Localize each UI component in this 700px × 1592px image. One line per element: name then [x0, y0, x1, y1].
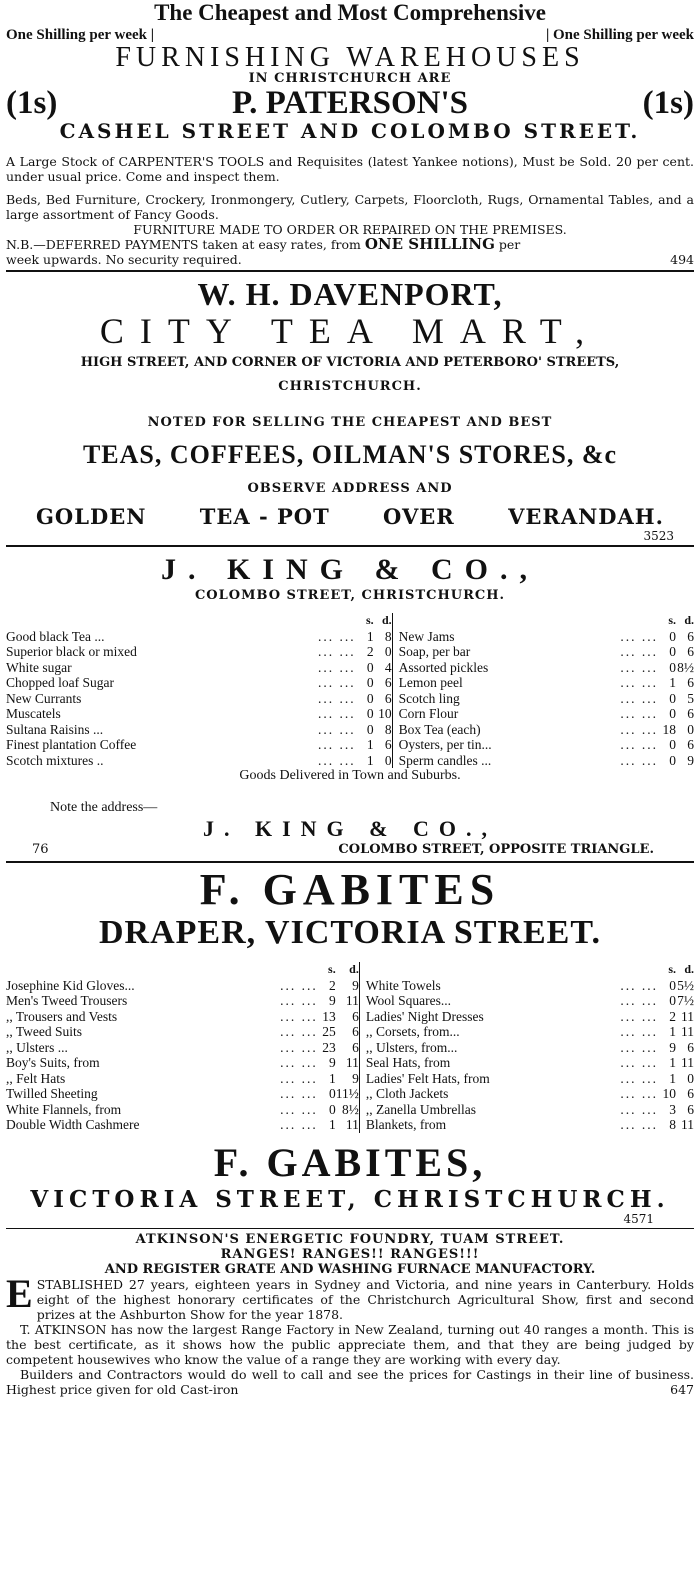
leader-dots: ... ... [280, 1055, 318, 1070]
davenport-sign-word: OVER [383, 504, 455, 529]
paterson-subtitle: IN CHRISTCHURCH ARE [248, 71, 452, 86]
price-pence: 5½ [677, 977, 694, 993]
atkinson-para1: STABLISHED 27 years, eighteen years in Sydney and Victoria, and nine years in Canterbury. Holds eight of the highest honorary certificates of the Christchurch Agricultural Show, first and second prizes at the Ashburton Show for the year 1878. [36, 1276, 694, 1322]
price-pence: 0 [687, 1070, 694, 1086]
spacer [318, 613, 356, 629]
price-pence: 6 [384, 675, 392, 690]
unit-pence: d. [684, 962, 694, 976]
davenport-sign [6, 504, 694, 530]
price-header-row [6, 962, 694, 978]
price-shillings: 25 [322, 1024, 336, 1039]
price-shillings: 0 [669, 737, 676, 752]
spacer [620, 962, 658, 978]
leader-dots: ... ... [318, 721, 356, 737]
davenport-noted: NOTED FOR SELLING THE CHEAPEST AND BEST [147, 415, 553, 430]
price-shillings: 3 [669, 1101, 676, 1117]
leader-dots: ... ... [620, 628, 658, 644]
leader-dots: ... ... [318, 690, 356, 706]
price-shillings: 23 [322, 1039, 336, 1055]
price-pence: 6 [687, 1039, 694, 1055]
price-row [6, 1024, 694, 1040]
item-name: White Flannels, from [6, 1101, 122, 1117]
davenport-advert [6, 276, 694, 542]
price-pence: 8½ [341, 1101, 359, 1117]
price-row [6, 1102, 694, 1118]
item-name: Blankets, from [365, 1117, 447, 1132]
spacer [6, 962, 280, 978]
gabites-trade: DRAPER, VICTORIA STREET. [98, 914, 601, 951]
price-shillings: 1 [669, 1070, 676, 1086]
price-shillings: 1 [366, 737, 374, 752]
price-pence: 5 [687, 690, 694, 706]
leader-dots: ... ... [280, 993, 318, 1008]
price-pence: 6 [687, 737, 694, 752]
price-pence: 6 [352, 1039, 359, 1055]
price-shillings: 1 [328, 1117, 336, 1132]
price-pence: 9 [352, 1070, 359, 1086]
leader-dots: ... ... [318, 706, 356, 721]
item-name: ,, Trousers and Vests [6, 1008, 118, 1024]
leader-dots: ... ... [620, 737, 658, 752]
paterson-advert [6, 0, 694, 267]
paterson-tag-left: One Shilling per week | [6, 27, 155, 43]
unit-pence: d. [381, 613, 392, 627]
leader-dots: ... ... [620, 706, 658, 721]
price-pence: 11 [681, 1117, 694, 1132]
king-address-repeat: COLOMBO STREET, OPPOSITE TRIANGLE. [338, 842, 654, 857]
price-shillings: 1 [328, 1070, 336, 1086]
unit-shillings: s. [668, 962, 676, 976]
price-shillings: 0 [669, 993, 676, 1008]
item-name: Ladies' Night Dresses [365, 1008, 484, 1024]
price-row [6, 1071, 694, 1087]
item-name: New Jams [398, 628, 455, 644]
leader-dots: ... ... [620, 1055, 658, 1070]
king-price-list [6, 613, 694, 768]
spacer [280, 962, 318, 978]
leader-dots: ... ... [280, 1070, 318, 1086]
price-shillings: 0 [366, 675, 374, 690]
price-shillings: 0 [366, 721, 374, 737]
paterson-para3: FURNITURE MADE TO ORDER OR REPAIRED ON THE PREMISES. [133, 222, 567, 237]
leader-dots: ... ... [620, 993, 658, 1008]
price-pence: 6 [384, 690, 392, 706]
leader-dots: ... ... [318, 628, 356, 644]
davenport-name: W. H. DAVENPORT, [197, 276, 503, 312]
price-row [6, 1117, 694, 1133]
spacer [6, 613, 318, 629]
price-pence: 7½ [677, 993, 694, 1008]
atkinson-para3: Builders and Contractors would do well to call and see the prices for Castings in their line of business. Highest price given for old Cast-iron [6, 1366, 694, 1397]
price-header-row [6, 613, 694, 629]
item-name: Men's Tweed Trousers [6, 993, 128, 1008]
leader-dots: ... ... [620, 1024, 658, 1039]
price-pence: 6 [687, 628, 694, 644]
davenport-city: CHRISTCHURCH. [278, 379, 422, 394]
item-name: Boy's Suits, from [6, 1055, 100, 1070]
paterson-headline: The Cheapest and Most Comprehensive [154, 0, 546, 25]
leader-dots: ... ... [280, 1008, 318, 1024]
king-advert [6, 553, 694, 858]
leader-dots: ... ... [620, 690, 658, 706]
paterson-para4 [6, 237, 694, 252]
gabites-ref: 4571 [623, 1211, 654, 1226]
price-shillings: 9 [328, 1055, 336, 1070]
item-name: Good black Tea ... [6, 628, 105, 644]
unit-pence: d. [349, 962, 359, 976]
price-pence: 6 [687, 706, 694, 721]
leader-dots: ... ... [318, 675, 356, 690]
price-pence: 0 [384, 752, 392, 768]
price-shillings: 0 [669, 659, 676, 675]
paterson-name: P. PATERSON'S [232, 85, 468, 121]
king-name: J. KING & CO., [161, 553, 539, 586]
price-pence: 0 [687, 721, 694, 737]
price-row [6, 753, 694, 769]
price-shillings: 0 [669, 706, 676, 721]
price-pence: 11½ [335, 1086, 359, 1101]
item-name: Ladies' Felt Hats, from [365, 1070, 490, 1086]
leader-dots: ... ... [620, 1101, 658, 1117]
item-name: Corn Flour [398, 706, 459, 721]
paterson-para2: Beds, Bed Furniture, Crockery, Ironmongery, Cutlery, Carpets, Floorcloth, Rugs, Ornamental Tables, and a large assortment of Fancy Goods. [6, 192, 694, 222]
leader-dots: ... ... [280, 1117, 318, 1132]
price-pence: 6 [384, 737, 392, 752]
gabites-name: F. GABITES [199, 865, 501, 914]
price-pence: 11 [681, 1024, 694, 1039]
gabites-advert [6, 866, 694, 1225]
price-row [6, 993, 694, 1009]
davenport-sign-word: GOLDEN [36, 504, 147, 529]
leader-dots: ... ... [620, 1070, 658, 1086]
price-shillings: 1 [669, 1024, 676, 1039]
price-shillings: 1 [366, 752, 374, 768]
price-shillings: 0 [669, 690, 676, 706]
paterson-para4-b: ONE SHILLING [364, 235, 495, 253]
divider [6, 1228, 694, 1229]
price-shillings: 2 [366, 644, 374, 659]
unit-shillings: s. [365, 613, 374, 627]
leader-dots: ... ... [280, 1101, 318, 1117]
price-shillings: 2 [328, 977, 336, 993]
leader-dots: ... ... [280, 977, 318, 993]
item-name: Finest plantation Coffee [6, 737, 137, 752]
price-shillings: 9 [669, 1039, 676, 1055]
leader-dots: ... ... [280, 1086, 318, 1101]
price-shillings: 0 [669, 644, 676, 659]
king-address: COLOMBO STREET, CHRISTCHURCH. [194, 588, 506, 603]
price-row [6, 1086, 694, 1102]
price-shillings: 0 [328, 1086, 336, 1101]
gabites-price-list [6, 962, 694, 1133]
item-name: Seal Hats, from [365, 1055, 451, 1070]
item-name: ,, Corsets, from... [365, 1024, 460, 1039]
paterson-tag-right: | One Shilling per week [545, 27, 694, 43]
leader-dots: ... ... [620, 644, 658, 659]
price-row [6, 644, 694, 660]
leader-dots: ... ... [280, 1039, 318, 1055]
price-shillings: 0 [366, 706, 374, 721]
item-name: Double Width Cashmere [6, 1117, 140, 1132]
leader-dots: ... ... [318, 752, 356, 768]
paterson-para4-c: per [498, 237, 521, 252]
king-delivery: Goods Delivered in Town and Suburbs. [239, 768, 461, 783]
price-pence: 8½ [677, 659, 694, 675]
price-shillings: 1 [366, 628, 374, 644]
leader-dots: ... ... [620, 1117, 658, 1132]
leader-dots: ... ... [318, 644, 356, 659]
leader-dots: ... ... [620, 1008, 658, 1024]
item-name: Superior black or mixed [6, 644, 137, 659]
price-shillings: 9 [328, 993, 336, 1008]
price-pence: 11 [681, 1055, 694, 1070]
atkinson-ref: 647 [670, 1381, 694, 1397]
price-pence: 10 [378, 706, 392, 721]
item-name: Josephine Kid Gloves... [6, 977, 135, 993]
item-name: Scotch ling [398, 690, 460, 706]
item-name: Scotch mixtures .. [6, 752, 104, 768]
atkinson-manufactory: AND REGISTER GRATE AND WASHING FURNACE MANUFACTORY. [104, 1261, 596, 1277]
price-row [6, 1040, 694, 1056]
price-shillings: 10 [662, 1086, 676, 1101]
price-pence: 6 [687, 1101, 694, 1117]
item-name: Sultana Raisins ... [6, 721, 104, 737]
price-row [6, 1009, 694, 1025]
paterson-title: FURNISHING WAREHOUSES [115, 42, 585, 73]
price-shillings: 1 [669, 675, 676, 690]
price-shillings: 0 [328, 1101, 336, 1117]
leader-dots: ... ... [620, 675, 658, 690]
davenport-business: CITY TEA MART, [99, 311, 601, 351]
price-pence: 6 [687, 1086, 694, 1101]
price-pence: 11 [345, 993, 359, 1008]
leader-dots: ... ... [280, 1024, 318, 1039]
item-name: ,, Ulsters, from... [365, 1039, 458, 1055]
price-pence: 9 [352, 977, 359, 993]
paterson-para4-a: N.B.—DEFERRED PAYMENTS taken at easy rates, from [6, 237, 361, 252]
divider [6, 861, 694, 863]
price-shillings: 0 [669, 977, 676, 993]
leader-dots: ... ... [620, 977, 658, 993]
item-name: New Currants [6, 690, 82, 706]
price-shillings: 1 [669, 1055, 676, 1070]
price-row [6, 660, 694, 676]
item-name: Twilled Sheeting [6, 1086, 98, 1101]
price-row [6, 706, 694, 722]
item-name: Assorted pickles [398, 659, 489, 675]
item-name: ,, Tweed Suits [6, 1024, 83, 1039]
divider [6, 545, 694, 547]
leader-dots: ... ... [620, 659, 658, 675]
price-pence: 6 [687, 644, 694, 659]
price-pence: 6 [352, 1024, 359, 1039]
unit-pence: d. [684, 613, 694, 627]
davenport-address: HIGH STREET, AND CORNER OF VICTORIA AND PETERBORO' STREETS, [80, 355, 620, 370]
price-row [6, 737, 694, 753]
paterson-badge-left: (1s) [6, 85, 58, 121]
king-ref: 76 [32, 842, 49, 857]
price-shillings: 18 [662, 721, 676, 737]
gabites-address: VICTORIA STREET, CHRISTCHURCH. [30, 1185, 670, 1213]
price-shillings: 2 [669, 1008, 676, 1024]
price-row [6, 722, 694, 738]
king-note: Note the address— [50, 800, 158, 815]
atkinson-headline: ATKINSON'S ENERGETIC FOUNDRY, TUAM STREET. [135, 1231, 565, 1247]
item-name: Box Tea (each) [398, 721, 481, 737]
davenport-ref: 3523 [643, 529, 674, 543]
price-pence: 11 [345, 1117, 359, 1132]
price-row [6, 978, 694, 994]
paterson-ref: 494 [670, 252, 694, 267]
item-name: White sugar [6, 659, 72, 675]
price-row [6, 675, 694, 691]
paterson-badge-right: (1s) [642, 85, 694, 121]
item-name: Sperm candles ... [398, 752, 492, 768]
item-name: Wool Squares... [365, 993, 451, 1008]
atkinson-advert [6, 1232, 694, 1397]
leader-dots: ... ... [318, 737, 356, 752]
price-pence: 6 [687, 675, 694, 690]
price-pence: 4 [384, 659, 392, 675]
item-name: Muscatels [6, 706, 61, 721]
davenport-observe: OBSERVE ADDRESS AND [247, 481, 453, 496]
item-name: ,, Cloth Jackets [365, 1086, 449, 1101]
price-pence: 6 [352, 1008, 359, 1024]
price-pence: 8 [384, 628, 392, 644]
davenport-sign-word: TEA - POT [199, 504, 330, 529]
unit-shillings: s. [668, 613, 676, 627]
price-shillings: 0 [669, 752, 676, 768]
atkinson-ranges: RANGES! RANGES!! RANGES!!! [220, 1246, 480, 1262]
davenport-sign-word: VERANDAH. [508, 504, 664, 529]
paterson-para5: week upwards. No security required. [6, 252, 242, 267]
price-shillings: 0 [366, 659, 374, 675]
gabites-name-repeat: F. GABITES, [213, 1139, 487, 1185]
price-pence: 9 [687, 752, 694, 768]
price-shillings: 0 [669, 628, 676, 644]
item-name: ,, Felt Hats [6, 1070, 66, 1086]
paterson-street: CASHEL STREET AND COLOMBO STREET. [59, 119, 641, 143]
unit-shillings: s. [328, 962, 336, 976]
leader-dots: ... ... [620, 752, 658, 768]
item-name: White Towels [365, 977, 441, 993]
price-pence: 11 [681, 1008, 694, 1024]
price-pence: 11 [345, 1055, 359, 1070]
price-row [6, 629, 694, 645]
item-name: Soap, per bar [398, 644, 471, 659]
atkinson-para2: T. ATKINSON has now the largest Range Factory in New Zealand, turning out 40 ranges a month. This is the best certificate, as it shows how the public appreciate them, and that they are being judged by competent housewives who know the value of a range they are working with every day. [6, 1321, 694, 1367]
paterson-para1: A Large Stock of CARPENTER'S TOOLS and Requisites (latest Yankee notions), Must be Sold. 20 per cent. under usual price. Come and inspect them. [6, 154, 694, 184]
item-name: Oysters, per tin... [398, 737, 492, 752]
item-name: Chopped loaf Sugar [6, 675, 114, 690]
price-pence: 0 [384, 644, 392, 659]
item-name: ,, Ulsters ... [6, 1039, 68, 1055]
spacer [399, 613, 621, 629]
davenport-goods: TEAS, COFFEES, OILMAN'S STORES, &c [82, 440, 618, 469]
divider [6, 270, 694, 272]
item-name: Lemon peel [398, 675, 463, 690]
atkinson-dropcap: E [6, 1270, 33, 1316]
price-shillings: 0 [366, 690, 374, 706]
spacer [366, 962, 621, 978]
price-shillings: 13 [322, 1008, 336, 1024]
price-row [6, 1055, 694, 1071]
leader-dots: ... ... [318, 659, 356, 675]
price-shillings: 8 [669, 1117, 676, 1132]
leader-dots: ... ... [620, 1039, 658, 1055]
item-name: ,, Zanella Umbrellas [365, 1101, 477, 1117]
spacer [620, 613, 658, 629]
leader-dots: ... ... [620, 1086, 658, 1101]
leader-dots: ... ... [620, 721, 658, 737]
price-pence: 8 [384, 721, 392, 737]
price-row [6, 691, 694, 707]
king-name-repeat: J. KING & CO., [203, 816, 497, 841]
